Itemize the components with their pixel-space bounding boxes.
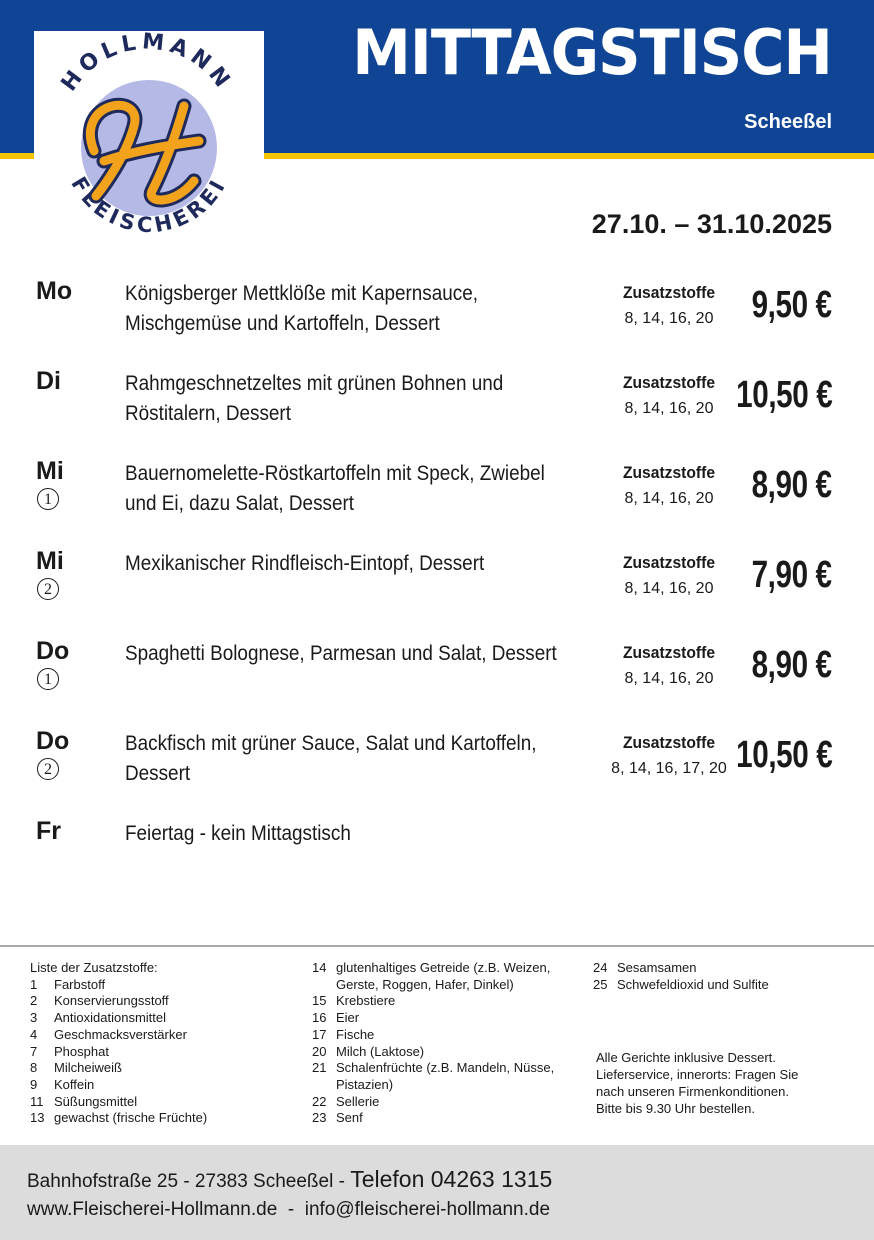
dish-description: Spaghetti Bolognese, Parmesan und Salat, Dessert (125, 642, 557, 665)
additives-heading: Liste der Zusatzstoffe: (30, 960, 158, 975)
list-item: 3 Antioxidationsmittel (30, 1010, 166, 1026)
dish-description: Feiertag - kein Mittagstisch (125, 822, 351, 845)
additives-numbers: 8, 14, 16, 20 (624, 490, 714, 507)
dish-description: Bauernomelette-Röstkartoffeln mit Speck, Zwiebel und Ei, dazu Salat, Dessert (125, 462, 545, 515)
list-item: 22 Sellerie (312, 1093, 380, 1109)
web-line: www.Fleischerei-Hollmann.de - info@fleischerei-hollmann.de (27, 1199, 551, 1220)
section-divider (0, 945, 874, 947)
logo-top-text: HOLLMANN (56, 31, 238, 97)
list-item: 9 Koffein (30, 1076, 95, 1092)
additives-label: Zusatzstoffe (622, 463, 716, 482)
address: Bahnhofstraße 25 - 27383 Scheeßel - (27, 1171, 351, 1192)
variant-badge: 2 (37, 578, 59, 600)
menu-row-mi-2 (0, 549, 874, 629)
additives-label: Zusatzstoffe (622, 373, 716, 392)
logo-bottom-text: FLEISCHEREI (66, 172, 232, 238)
list-item: 21 Schalenfrüchte (z.B. Mandeln, Nüsse, Pistazien) (312, 1060, 555, 1092)
logo-emblem-icon (34, 31, 264, 257)
additives-numbers: 8, 14, 16, 20 (624, 580, 714, 597)
day-label: Do (36, 637, 70, 665)
page-title: MITTAGSTISCH (352, 16, 832, 89)
list-item: 14 glutenhaltiges Getreide (z.B. Weizen, Gerste, Roggen, Hafer, Dinkel) (312, 960, 551, 992)
price: 10,50 € (735, 374, 832, 416)
dish-description: Rahmgeschnetzeltes mit grünen Bohnen und Röstitalern, Dessert (125, 372, 504, 425)
list-item: 13 gewachst (frische Früchte) (30, 1110, 208, 1126)
list-item: 11 Süßungsmittel (30, 1093, 138, 1109)
additives-numbers: 8, 14, 16, 20 (624, 310, 714, 327)
contact-line (27, 1166, 552, 1193)
day-label: Mo (36, 277, 73, 305)
service-note: Alle Gerichte inklusive Dessert. Lieferservice, innerorts: Fragen Sie nach unseren Firmenkonditionen. Bitte bis 9.30 Uhr bestellen. (596, 1050, 799, 1116)
list-item: 16 Eier (312, 1010, 360, 1026)
menu-row-di (0, 369, 874, 449)
price: 7,90 € (751, 554, 832, 596)
list-item: 23 Senf (312, 1110, 363, 1126)
list-item: 24 Sesamsamen (593, 960, 697, 975)
website-link[interactable]: www.Fleischerei-Hollmann.de (27, 1199, 278, 1220)
day-label: Do (36, 727, 70, 755)
list-item: 1 Farbstoff (30, 976, 106, 992)
dish-description: Backfisch mit grüner Sauce, Salat und Kartoffeln, Dessert (125, 732, 537, 785)
day-label: Mi (36, 457, 64, 485)
additives-label: Zusatzstoffe (622, 643, 716, 662)
variant-badge: 1 (37, 668, 59, 690)
date-range: 27.10. – 31.10.2025 (591, 209, 832, 239)
dish-description: Mexikanischer Rindfleisch-Eintopf, Dessert (125, 552, 485, 575)
list-item: 4 Geschmacksverstärker (30, 1026, 187, 1042)
additives-label: Zusatzstoffe (622, 283, 716, 302)
email-link[interactable]: info@fleischerei-hollmann.de (304, 1199, 551, 1220)
price: 8,90 € (751, 464, 832, 506)
price: 8,90 € (751, 644, 832, 686)
dish-description: Königsberger Mettklöße mit Kapernsauce, Mischgemüse und Kartoffeln, Dessert (125, 282, 478, 335)
menu-row-do-2 (0, 729, 874, 809)
location-label: Scheeßel (744, 111, 832, 133)
logo (34, 31, 264, 257)
additives-label: Zusatzstoffe (622, 733, 716, 752)
additives-numbers: 8, 14, 16, 20 (624, 670, 714, 687)
additives-label: Zusatzstoffe (622, 553, 716, 572)
menu-row-do-1 (0, 639, 874, 719)
phone-number[interactable]: Telefon 04263 1315 (350, 1166, 553, 1192)
menu-row-mo (0, 279, 874, 359)
additives-list-3 (593, 960, 769, 993)
additives-numbers: 8, 14, 16, 17, 20 (611, 760, 727, 777)
price: 10,50 € (735, 734, 832, 776)
variant-badge: 1 (37, 488, 59, 510)
additives-list-2 (312, 960, 554, 1127)
list-item: 2 Konservierungsstoff (30, 993, 169, 1009)
menu-row-fr (0, 819, 874, 899)
additives-list-1 (30, 960, 207, 1127)
list-item: 7 Phosphat (30, 1043, 109, 1059)
list-item: 8 Milcheiweiß (30, 1060, 122, 1076)
day-label: Mi (36, 547, 64, 575)
day-label: Di (36, 367, 61, 395)
day-label: Fr (36, 817, 61, 845)
list-item: 20 Milch (Laktose) (312, 1043, 425, 1059)
footer (0, 1145, 874, 1240)
list-item: 15 Krebstiere (312, 993, 396, 1009)
additives-numbers: 8, 14, 16, 20 (624, 400, 714, 417)
price: 9,50 € (751, 284, 832, 326)
list-item: 25 Schwefeldioxid und Sulfite (593, 976, 769, 992)
menu-row-mi-1 (0, 459, 874, 539)
variant-badge: 2 (37, 758, 59, 780)
list-item: 17 Fische (312, 1026, 375, 1042)
